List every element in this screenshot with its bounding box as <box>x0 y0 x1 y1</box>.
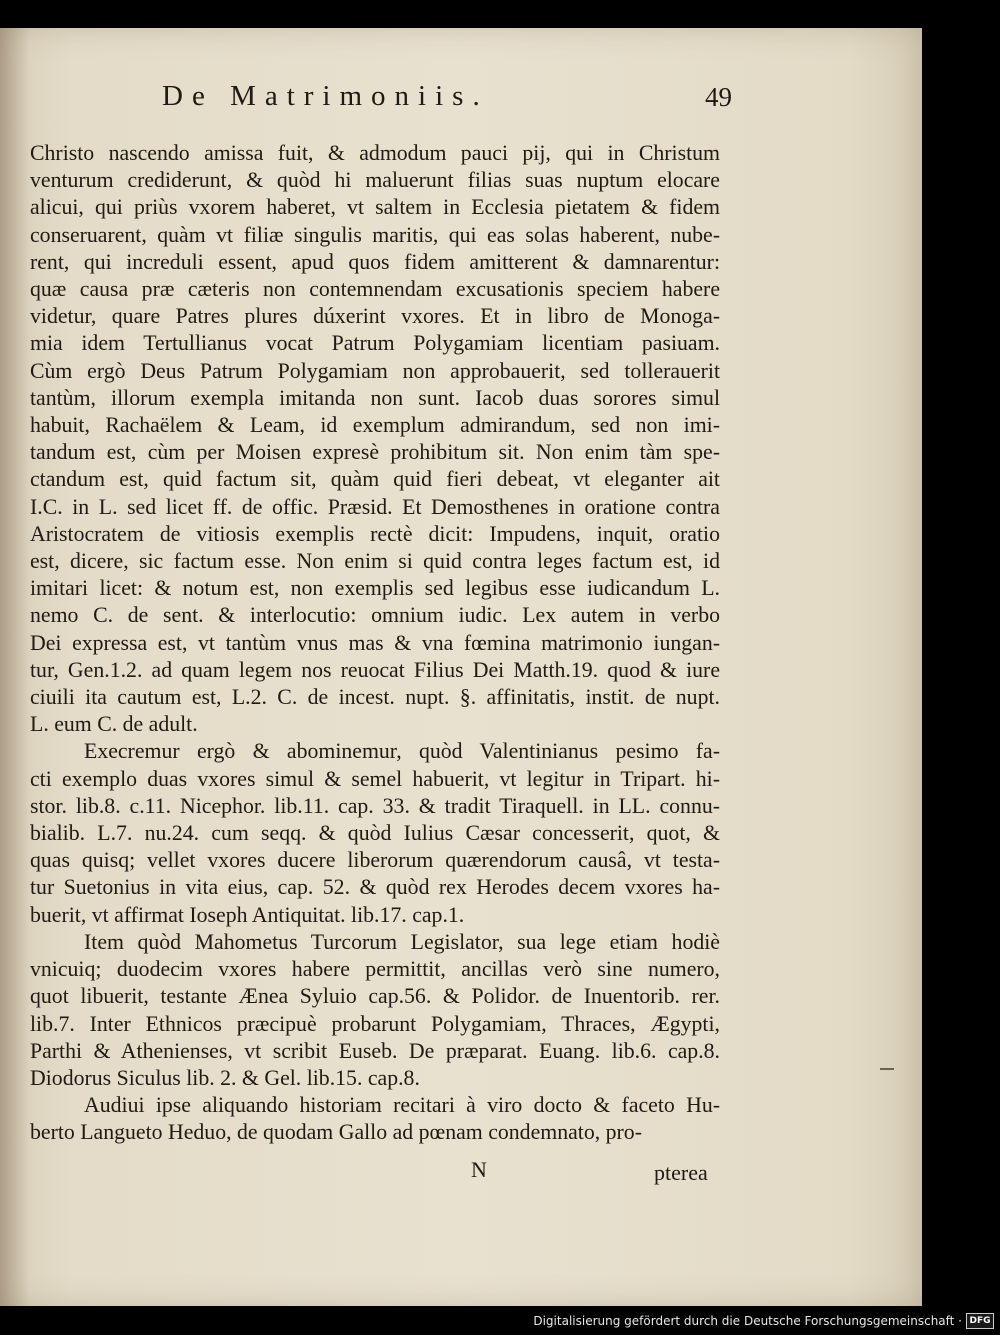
text-line: conseruarent, quàm vt filiæ singulis maritis, qui eas solas haberent, nube- <box>30 222 720 247</box>
text-line: Aristocratem de vitiosis exemplis rectè dicit: Impudens, inquit, oratio <box>30 521 720 546</box>
text-line: tantùm, illorum exempla imitanda non sunt. Iacob duas sorores simul <box>30 385 720 410</box>
text-line: berto Langueto Heduo, de quodam Gallo ad pœnam condemnato, pro- <box>30 1120 642 1145</box>
running-title: De Matrimoniis. <box>162 80 489 112</box>
text-line: vnicuiq; duodecim vxores habere permittit, ancillas verò sine numero, <box>30 957 720 982</box>
text-line: Dei expressa est, vt tantùm vnus mas & vna fœmina matrimonio iungan- <box>30 630 720 655</box>
signature-mark: N <box>471 1157 487 1182</box>
text-line: Execremur ergò & abominemur, quòd Valentinianus pesimo fa- <box>84 739 720 764</box>
text-line: Audiui ipse aliquando historiam recitari à viro docto & faceto Hu- <box>84 1093 720 1118</box>
text-line: buerit, vt affirmat Ioseph Antiquitat. lib.17. cap.1. <box>30 902 465 927</box>
page-header <box>162 80 732 114</box>
text-line: Item quòd Mahometus Turcorum Legislator, sua lege etiam hodiè <box>84 929 720 954</box>
text-line: habuit, Rachaëlem & Leam, id exemplum admirandum, sed non imi- <box>30 413 720 438</box>
dfg-logo-icon: DFG <box>966 1313 994 1329</box>
text-line: tur Suetonius in vita eius, cap. 52. & quòd rex Herodes decem vxores ha- <box>30 875 720 900</box>
text-line: nemo C. de sent. & interlocutio: omnium iudic. Lex autem in verbo <box>30 603 720 628</box>
text-line: Diodorus Siculus lib. 2. & Gel. lib.15. cap.8. <box>30 1065 420 1090</box>
funding-credit: Digitalisierung gefördert durch die Deutsche Forschungsgemeinschaft · <box>533 1314 962 1328</box>
text-line: tandum est, cùm per Moisen expresè prohibitum sit. Non enim tàm spe- <box>30 440 720 465</box>
text-line: videtur, quare Patres plures dúxerint vxores. Et in libro de Monoga- <box>30 304 720 329</box>
text-line: imitari licet: & notum est, non exemplis sed legibus esse iudicandum L. <box>30 576 720 601</box>
text-line: ciuili ita cautum est, L.2. C. de incest. nupt. §. affinitatis, instit. de nupt. <box>30 685 720 710</box>
text-line: est, dicere, sic factum esse. Non enim si quid contra leges factum est, id <box>30 549 720 574</box>
body-text <box>30 140 720 1147</box>
text-line: I.C. in L. sed licet ff. de offic. Præsid. Et Demosthenes in oratione contra <box>30 494 720 519</box>
text-line: ctandum est, quid factum sit, quàm quid fieri debeat, vt eleganter ait <box>30 467 720 492</box>
text-line: L. eum C. de adult. <box>30 712 198 737</box>
text-line: bialib. L.7. nu.24. cum seqq. & quòd Iulius Cæsar concesserit, quot, & <box>30 821 720 846</box>
text-line: alicui, qui priùs vxorem haberet, vt saltem in Ecclesia pietatem & fidem <box>30 195 720 220</box>
text-line: Parthi & Athenienses, vt scribit Euseb. De præparat. Euang. lib.6. cap.8. <box>30 1038 720 1063</box>
text-line: mia idem Tertullianus vocat Patrum Polygamiam licentiam pasiuam. <box>30 331 720 356</box>
text-line: tur, Gen.1.2. ad quam legem nos reuocat Filius Dei Matth.19. quod & iure <box>30 657 720 682</box>
margin-mark <box>880 1068 894 1070</box>
page-shadow <box>0 28 30 1306</box>
page-number: 49 <box>705 82 732 112</box>
footer-bar <box>0 1307 1000 1335</box>
text-line: quot libuerit, testante Ænea Syluio cap.56. & Polidor. de Inuentorib. rer. <box>30 984 720 1009</box>
text-line: Cùm ergò Deus Patrum Polygamiam non approbauerit, sed tollerauerit <box>30 358 720 383</box>
text-line: quas quisq; vellet vxores ducere liberorum quærendorum causâ, vt testa- <box>30 848 720 873</box>
text-line: quæ causa præ cæteris non contemnendam excusationis speciem habere <box>30 277 720 302</box>
text-line: lib.7. Inter Ethnicos præcipuè probarunt Polygamiam, Thraces, Ægypti, <box>30 1011 720 1036</box>
text-line: venturum crediderunt, & quòd hi maluerunt filias suas nuptum elocare <box>30 168 720 193</box>
text-line: rent, qui increduli essent, apud quos fidem amitterent & damnarentur: <box>30 249 720 274</box>
text-line: cti exemplo duas vxores simul & semel habuerit, vt legitur in Tripart. hi- <box>30 766 720 791</box>
text-line: Christo nascendo amissa fuit, & admodum pauci pij, qui in Christum <box>30 141 720 165</box>
catchword: pterea <box>654 1160 708 1185</box>
text-line: stor. lib.8. c.11. Nicephor. lib.11. cap. 33. & tradit Tiraquell. in LL. connu- <box>30 793 720 818</box>
